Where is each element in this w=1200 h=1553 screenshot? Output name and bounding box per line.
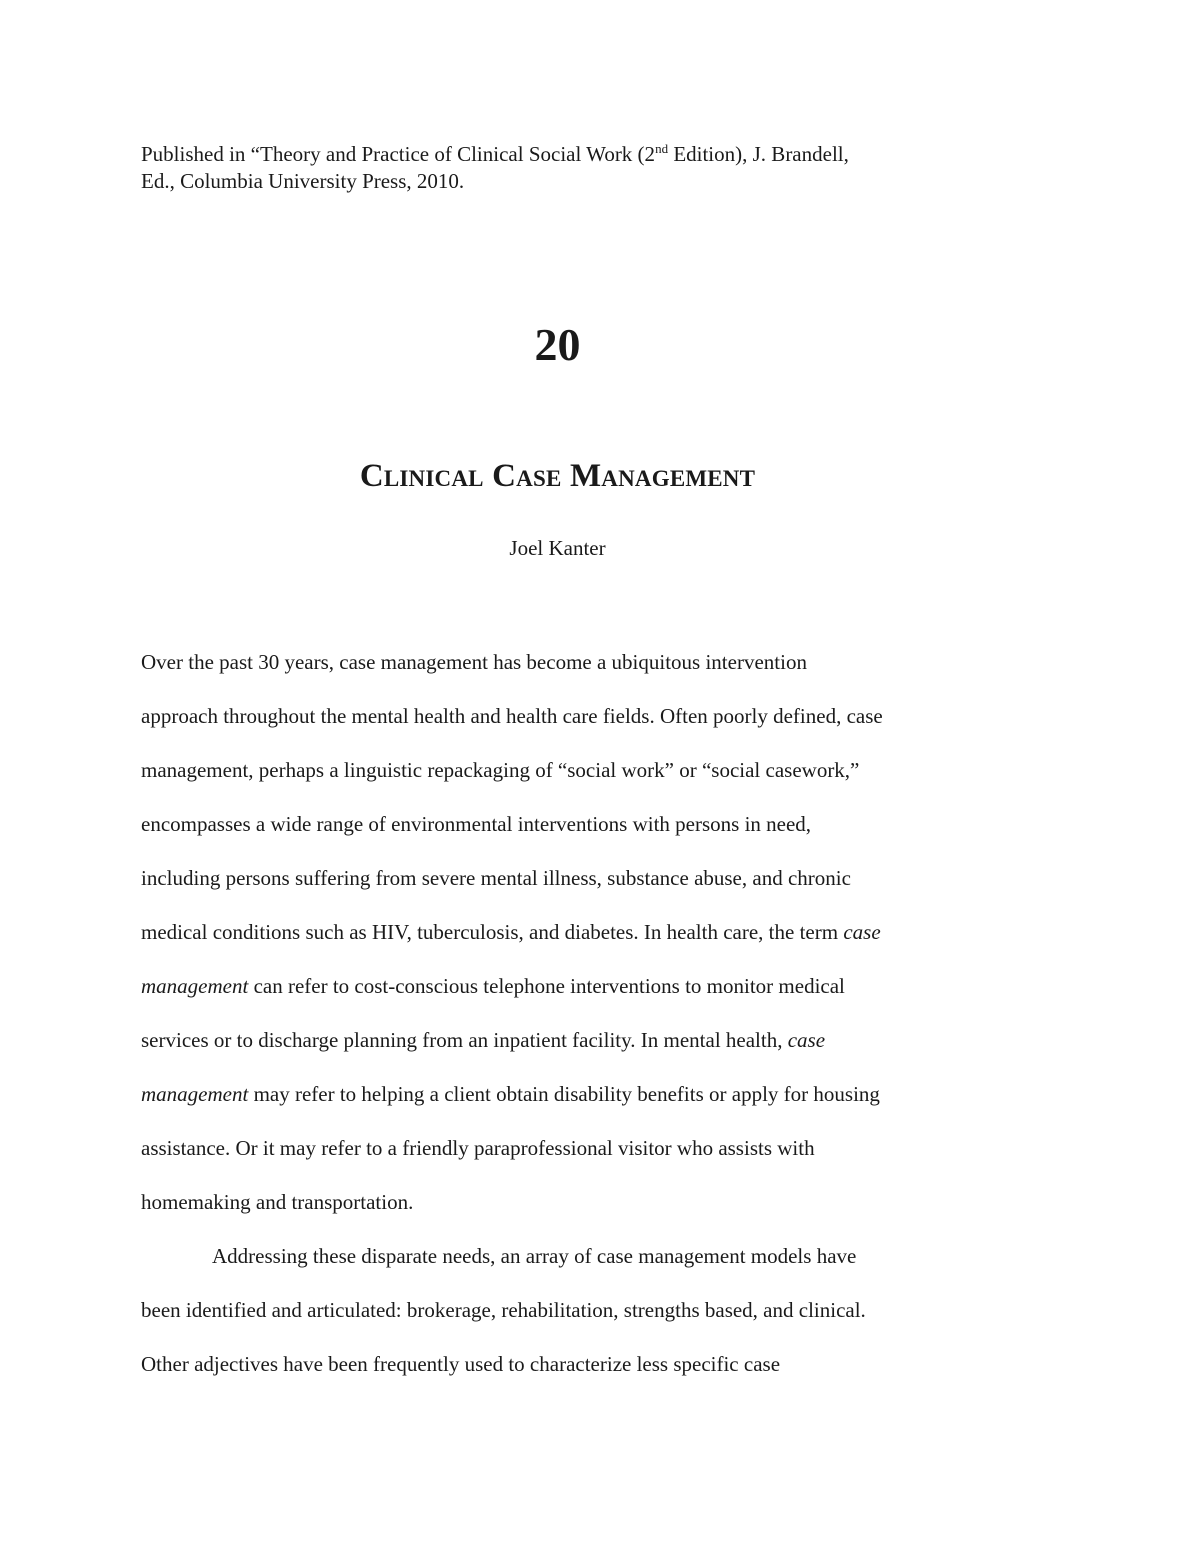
body-line: management, perhaps a linguistic repackaging of “social work” or “social casework,” [141,758,860,782]
body-line: Other adjectives have been frequently used to characterize less specific case [141,1352,781,1376]
chapter-number: 20 [534,319,581,370]
body-line: been identified and articulated: brokerage, rehabilitation, strengths based, and clinical. [141,1298,866,1322]
publication-note-line-1 [141,141,1041,168]
italic-term: management [141,974,249,998]
body-line: approach throughout the mental health and health care fields. Often poorly defined, case [141,704,883,728]
body-line: encompasses a wide range of environmental interventions with persons in need, [141,812,812,836]
body-text [141,645,1001,1401]
body-text-run: can refer to cost-conscious telephone interventions to monitor medical [248,974,845,998]
publication-note-text: Published in “Theory and Practice of Clinical Social Work (2 [141,142,656,166]
body-line: assistance. Or it may refer to a friendly paraprofessional visitor who assists with [141,1136,815,1160]
body-text-run: services or to discharge planning from an inpatient facility. In mental health, [141,1028,788,1052]
body-text-run: may refer to helping a client obtain disability benefits or apply for housing [248,1082,880,1106]
publication-note-text-end: Edition), J. Brandell, [668,142,849,166]
italic-term: case [787,1028,826,1052]
body-line [141,1023,1001,1077]
body-line [141,1077,1001,1131]
body-line [141,915,1001,969]
chapter-title: Clinical Case Management [359,458,756,494]
publication-note-superscript: nd [655,141,669,156]
publication-note-line-2: Ed., Columbia University Press, 2010. [141,169,465,193]
body-line: including persons suffering from severe mental illness, substance abuse, and chronic [141,866,851,890]
body-line: homemaking and transportation. [141,1190,414,1214]
italic-term: case [843,920,881,944]
italic-term: management [141,1082,249,1106]
author-name: Joel Kanter [509,536,606,560]
publication-note [141,141,1041,195]
body-line [141,969,1001,1023]
paragraph-first-line: Addressing these disparate needs, an array of case management models have [212,1244,857,1268]
body-text-run: medical conditions such as HIV, tuberculosis, and diabetes. In health care, the term [141,920,844,944]
body-line: Over the past 30 years, case management has become a ubiquitous intervention [141,650,807,674]
